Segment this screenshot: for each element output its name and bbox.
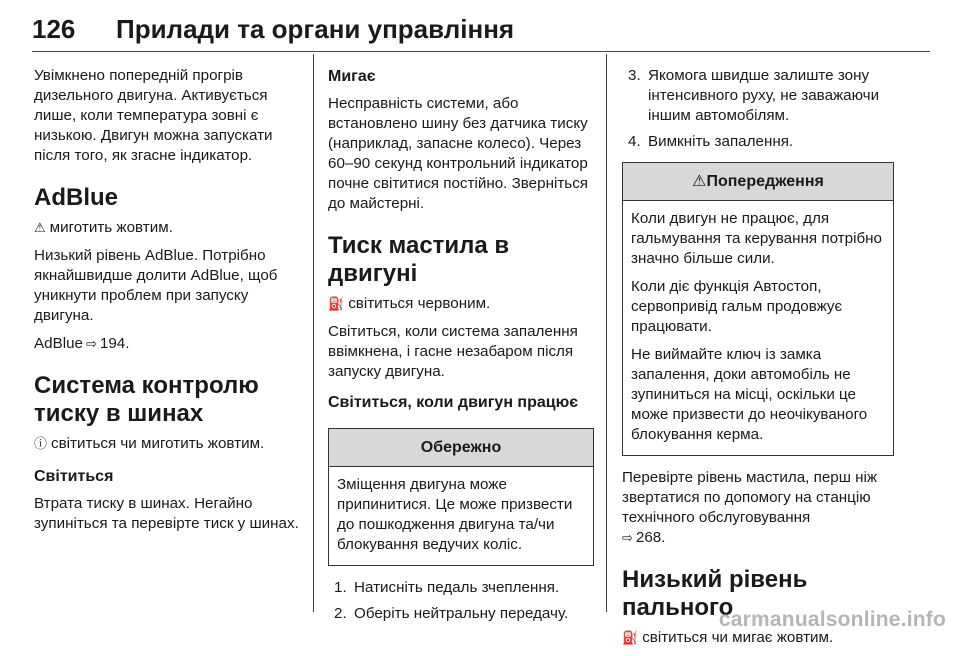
page-header xyxy=(32,14,932,54)
caution-text: Зміщення двигуна може припинитися. Це може призвести до пошкодження двигуна та/чи блокування ведучих коліс. xyxy=(337,476,573,553)
check-oil-text xyxy=(622,468,894,548)
warning-triangle-icon: ⚠ xyxy=(692,173,707,190)
oil-text: Світиться, коли система запалення ввімкнена, і гасне незабаром після запуску двигуна. xyxy=(328,323,578,380)
warning-box xyxy=(622,162,894,456)
fuel-heading: Низький рівень пального xyxy=(622,566,808,621)
caution-body xyxy=(329,467,593,565)
oil-heading: Тиск мастила в двигуні xyxy=(328,232,510,287)
arrow-right-icon: ⇨ xyxy=(622,530,633,545)
check-oil-body: Перевірте рівень мастила, перш ніж звертатися по допомогу на станцію технічного обслуговування xyxy=(622,469,878,526)
oil-status xyxy=(328,294,594,314)
warning-paragraph: Не виймайте ключ із замка запалення, доки автомобіль не зупиниться на місці, оскільки це може призвести до неочікуваного блокування керма. xyxy=(631,346,868,443)
adblue-text: Низький рівень AdBlue. Потрібно якнайшвидше долити AdBlue, щоб уникнути проблем при запуску двигуна. xyxy=(34,247,278,324)
column-2 xyxy=(328,66,594,630)
list-item: 1. Натисніть педаль зчеплення. xyxy=(334,579,560,596)
oil-can-icon: ⛽ xyxy=(328,296,345,311)
flashes-text: Несправність системи, або встановлено шину без датчика тиску (наприклад, запасне колесо). Через 60–90 секунд контрольний індикатор почне світитися постійно. Зверніться до майстерні. xyxy=(328,95,589,212)
warning-body xyxy=(623,201,893,455)
warning-paragraph: Коли двигун не працює, для гальмування та керування потрібно значно більше сили. xyxy=(631,210,882,267)
tpms-heading: Система контролю тиску в шинах xyxy=(34,372,259,427)
warning-header xyxy=(623,163,893,201)
tpms-status-text: світиться чи миготить жовтим. xyxy=(51,435,265,452)
adblue-heading: AdBlue xyxy=(34,184,118,211)
adblue-ref-page[interactable]: 194. xyxy=(99,335,130,352)
page-number: 126 xyxy=(32,14,76,44)
warning-title: Попередження xyxy=(706,173,824,190)
adblue-status xyxy=(34,218,306,238)
header-divider xyxy=(32,51,930,52)
flashes-heading: Мигає xyxy=(328,68,376,85)
warning-paragraph: Коли діє функція Автостоп, сервопривід гальм продовжує працювати. xyxy=(631,278,843,335)
caution-box xyxy=(328,428,594,566)
column-divider-1 xyxy=(313,54,314,612)
check-oil-ref-page[interactable]: 268. xyxy=(635,529,666,546)
tpms-subheading: Світиться xyxy=(34,468,114,485)
fuel-pump-icon: ⛽ xyxy=(622,630,639,645)
preheat-text: Увімкнено попередній прогрів дизельного двигуна. Активується лише, коли температура зовні є низькою. Двигун можна запускати після того, як згасне індикатор. xyxy=(34,67,273,164)
tire-pressure-icon: ⓘ xyxy=(34,436,48,451)
column-divider-2 xyxy=(606,54,607,612)
oil-subheading: Світиться, коли двигун працює xyxy=(328,394,579,411)
oil-status-text: світиться червоним. xyxy=(348,295,491,312)
adblue-warning-icon: ⚠ xyxy=(34,220,46,235)
tpms-text: Втрата тиску в шинах. Негайно зупиніться та перевірте тиск у шинах. xyxy=(34,495,299,532)
list-item: 4. Вимкніть запалення. xyxy=(628,133,794,150)
caution-title: Обережно xyxy=(329,429,593,467)
fuel-status-text: світиться чи мигає жовтим. xyxy=(642,629,834,646)
adblue-ref-label: AdBlue xyxy=(34,335,83,352)
list-item: 2. Оберіть нейтральну передачу. xyxy=(334,605,569,622)
arrow-right-icon: ⇨ xyxy=(85,336,97,351)
adblue-ref xyxy=(34,334,306,354)
list-item: 3. Якомога швидше залиште зону інтенсивного руху, не заважаючи іншим автомобілям. xyxy=(628,67,880,124)
adblue-status-text: миготить жовтим. xyxy=(49,219,173,236)
tpms-status xyxy=(34,434,306,454)
column-3 xyxy=(622,66,894,656)
watermark: carmanualsonline.info xyxy=(718,608,946,631)
page-title: Прилади та органи управління xyxy=(116,14,515,44)
column-1 xyxy=(34,66,306,542)
